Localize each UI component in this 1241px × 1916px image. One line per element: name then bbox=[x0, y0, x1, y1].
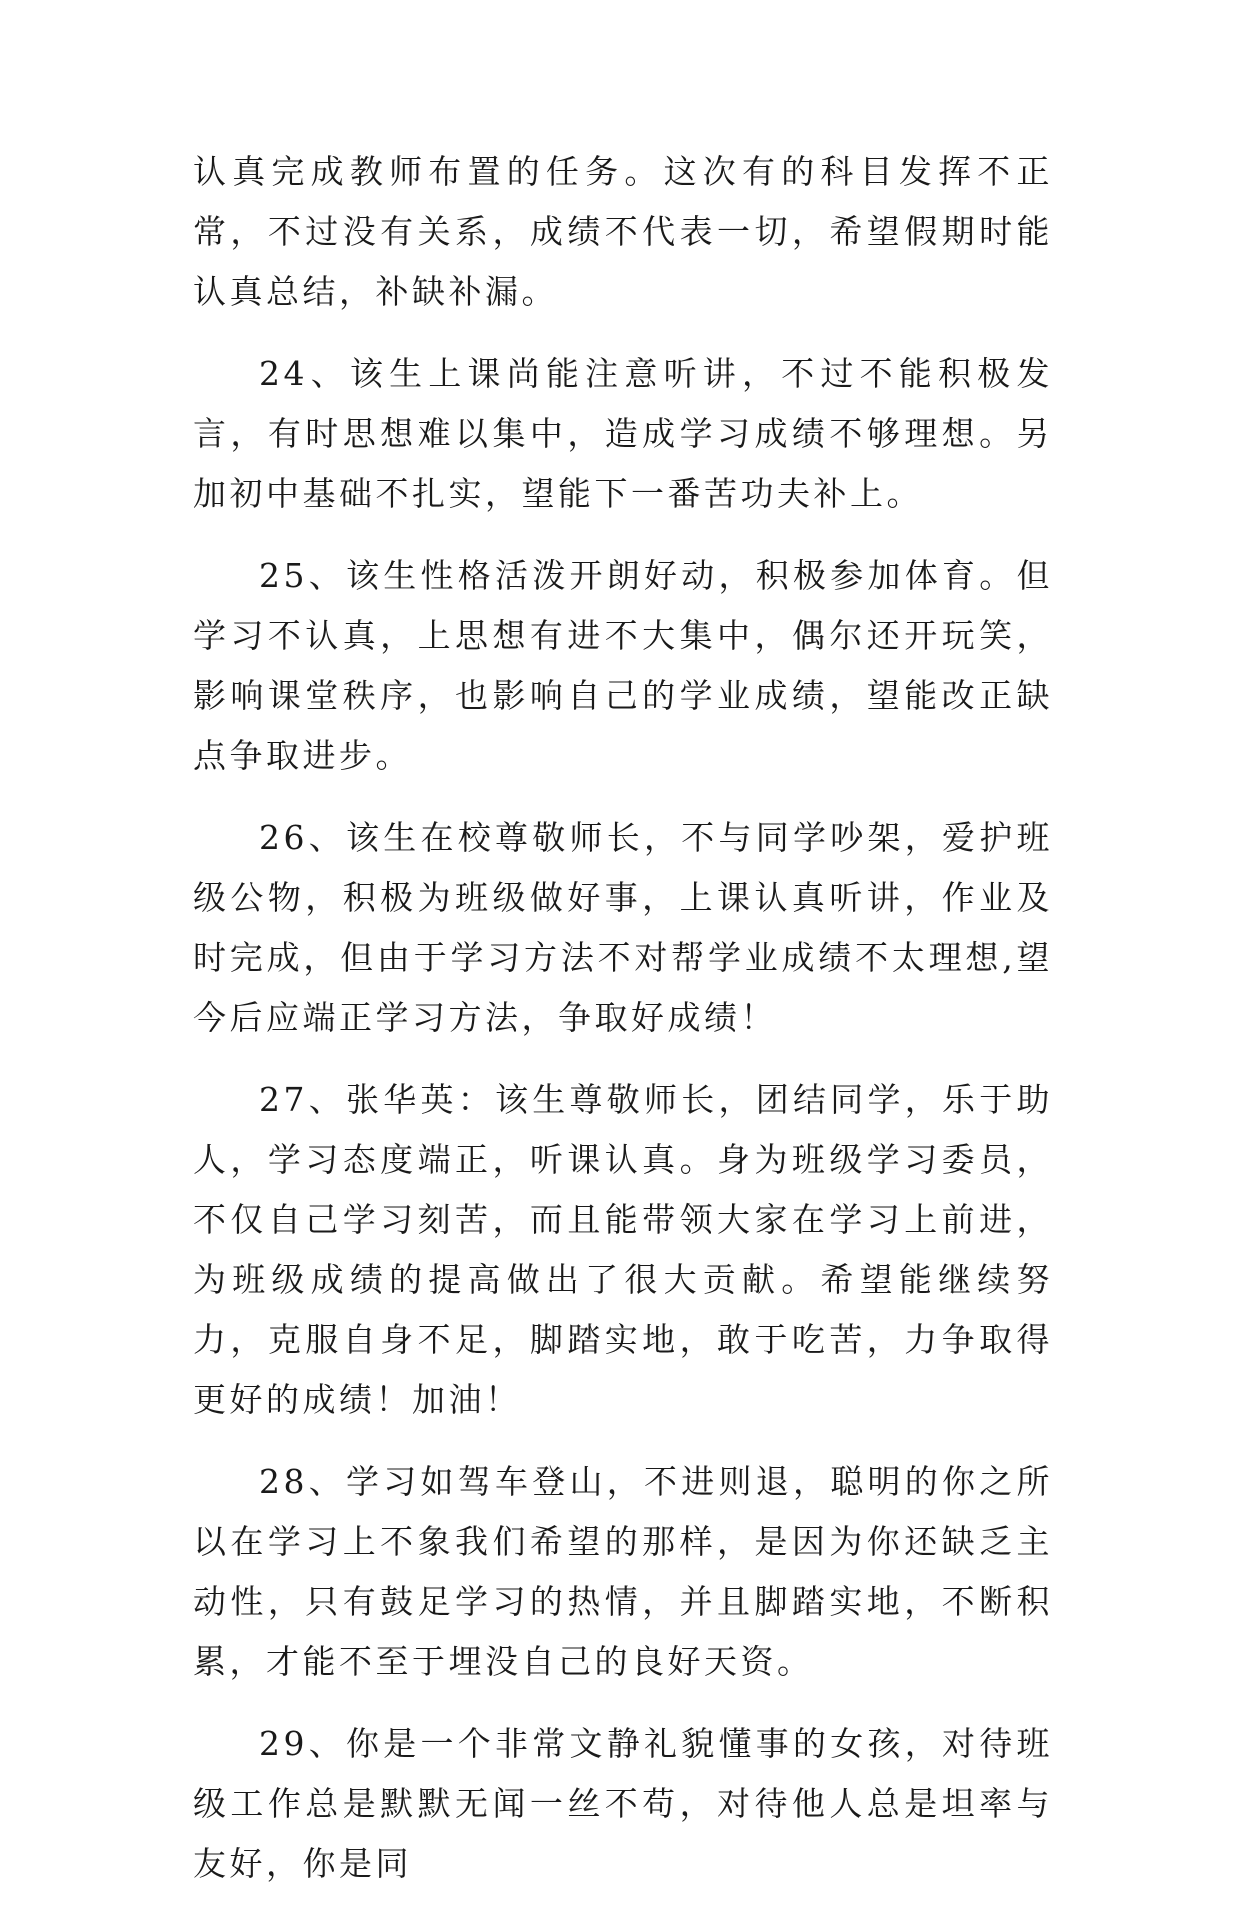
paragraph-comment-29: 29、你是一个非常文静礼貌懂事的女孩，对待班级工作总是默默无闻一丝不苟，对待他人总是坦率与友好，你是同 bbox=[193, 1724, 1053, 1883]
paragraph-comment-26: 26、该生在校尊敬师长，不与同学吵架，爱护班级公物，积极为班级做好事，上课认真听讲，作业及时完成，但由于学习方法不对帮学业成绩不太理想,望今后应端正学习方法，争取好成绩！ bbox=[193, 818, 1053, 1037]
paragraph-continuation: 认真完成教师布置的任务。这次有的科目发挥不正常，不过没有关系，成绩不代表一切，希望假期时能认真总结，补缺补漏。 bbox=[193, 152, 1053, 311]
paragraph-comment-28: 28、学习如驾车登山，不进则退，聪明的你之所以在学习上不象我们希望的那样，是因为你还缺乏主动性，只有鼓足学习的热情，并且脚踏实地，不断积累，才能不至于埋没自己的良好天资。 bbox=[193, 1462, 1053, 1681]
paragraph-comment-25: 25、该生性格活泼开朗好动，积极参加体育。但学习不认真，上思想有进不大集中，偶尔还开玩笑，影响课堂秩序，也影响自己的学业成绩，望能改正缺点争取进步。 bbox=[193, 556, 1053, 775]
paragraph-comment-24: 24、该生上课尚能注意听讲，不过不能积极发言，有时思想难以集中，造成学习成绩不够理想。另加初中基础不扎实，望能下一番苦功夫补上。 bbox=[193, 354, 1053, 513]
paragraph-comment-27: 27、张华英：该生尊敬师长，团结同学，乐于助人，学习态度端正，听课认真。身为班级学习委员，不仅自己学习刻苦，而且能带领大家在学习上前进，为班级成绩的提高做出了很大贡献。希望能继续努力，克服自身不足，脚踏实地，敢于吃苦，力争取得更好的成绩！加油！ bbox=[193, 1080, 1053, 1419]
document-body bbox=[193, 142, 1053, 1916]
